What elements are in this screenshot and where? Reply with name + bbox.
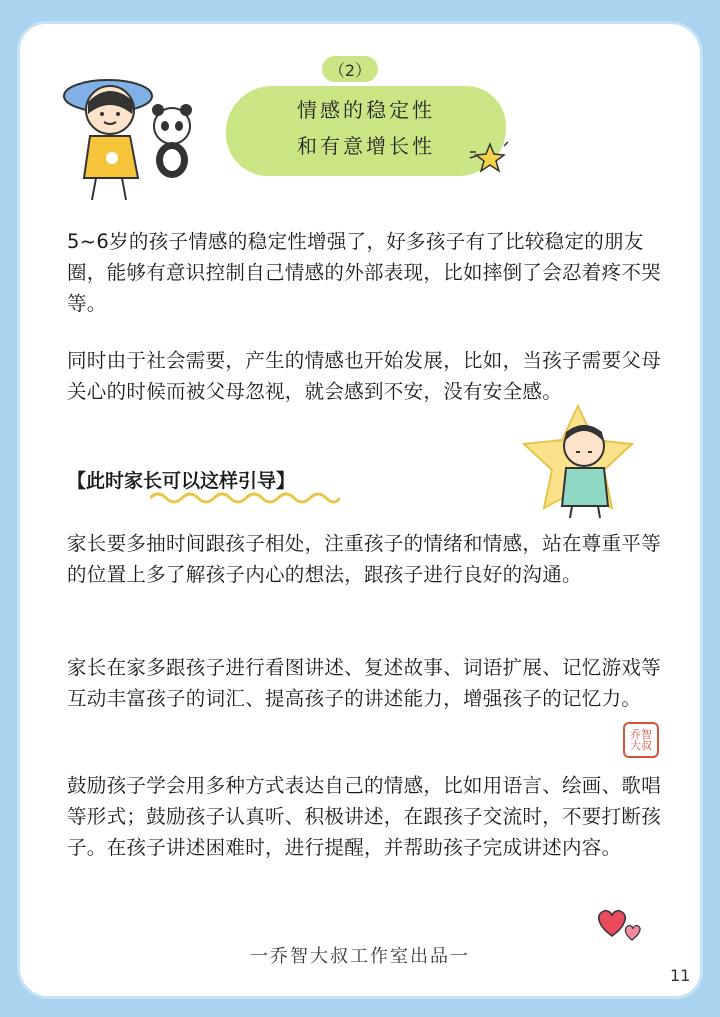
hearts-icon [594, 904, 644, 944]
paragraph-1: 5~6岁的孩子情感的稳定性增强了，好多孩子有了比较稳定的朋友圈，能够有意识控制自己情感的外部表现，比如摔倒了会忍着疼不哭等。 [67, 230, 662, 315]
guide-heading: 【此时家长可以这样引导】 [67, 470, 296, 492]
sparkle-star-icon [468, 138, 512, 174]
child-with-star-illustration [512, 402, 644, 522]
guide-paragraph-1: 家长要多抽时间跟孩子相处，注重孩子的情绪和情感，站在尊重平等的位置上多了解孩子内心的想法，跟孩子进行良好的沟通。 [67, 532, 662, 586]
footer-credit: 一乔智大叔工作室出品一 [250, 946, 470, 967]
girl-with-panda-illustration [60, 66, 210, 206]
page-number: 11 [670, 966, 691, 985]
paragraph-2: 同时由于社会需要，产生的情感也开始发展，比如，当孩子需要父母关心的时候而被父母忽视，就会感到不安，没有安全感。 [67, 349, 662, 403]
section-number: （2） [322, 56, 378, 82]
seal-stamp-icon: 乔智大叔 [623, 722, 659, 758]
heading-wave-underline [150, 488, 340, 508]
section-title-line1: 情感的稳定性 [297, 98, 435, 122]
guide-paragraph-2: 家长在家多跟孩子进行看图讲述、复述故事、词语扩展、记忆游戏等互动丰富孩子的词汇、提高孩子的讲述能力，增强孩子的记忆力。 [67, 656, 662, 710]
guide-paragraph-3: 鼓励孩子学会用多种方式表达自己的情感，比如用语言、绘画、歌唱等形式；鼓励孩子认真听、积极讲述，在跟孩子交流时，不要打断孩子。在孩子讲述困难时，进行提醒，并帮助孩子完成讲述内容。 [67, 774, 662, 859]
section-title-line2: 和有意增长性 [297, 134, 435, 158]
